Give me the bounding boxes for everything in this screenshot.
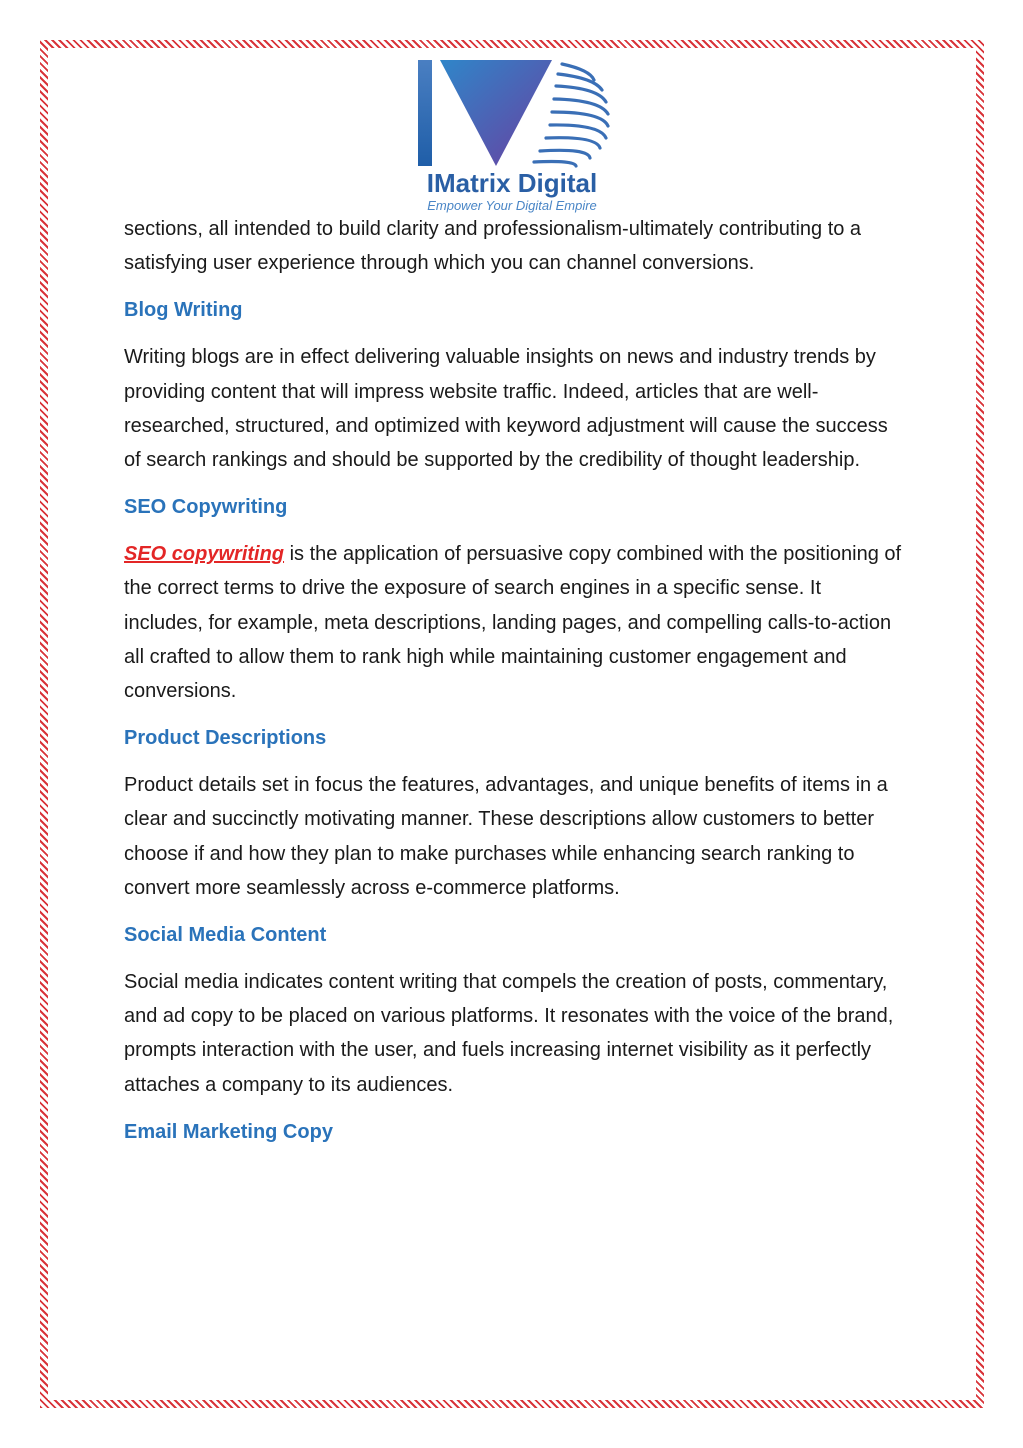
paragraph-seo-copywriting — [124, 537, 904, 708]
paragraph-product-descriptions: Product details set in focus the features, advantages, and unique benefits of items in a clear and succinctly motivating manner. These descriptions allow customers to better choose if and how they plan to make purchases while enhancing search ranking to convert more seamlessly across e-commerce platforms. — [124, 774, 888, 899]
heading-blog-writing: Blog Writing — [124, 299, 243, 322]
paragraph-social-media-content: Social media indicates content writing that compels the creation of posts, commentary, and ad copy to be placed on various platforms. It resonates with the voice of the brand, prompts interaction with the user, and fuels increasing internet visibility as it perfectly attaches a company to its audiences. — [124, 971, 894, 1096]
heading-seo-copywriting: SEO Copywriting — [124, 496, 288, 519]
paragraph-blog-writing: Writing blogs are in effect delivering valuable insights on news and industry trends by providing content that will impress website traffic. Indeed, articles that are well-researched, structured, and optimized with keyword adjustment will cause the success of search rankings and should be supported by the credibility of thought leadership. — [124, 346, 888, 472]
seo-copywriting-body: is the application of persuasive copy combined with the positioning of the correct terms to drive the exposure of search engines in a specific sense. It includes, for example, meta descriptions, landing pages, and compelling calls-to-action all crafted to allow them to rank high while maintaining customer engagement and conversions. — [124, 543, 902, 703]
imatrix-logo-icon — [412, 56, 612, 216]
intro-paragraph: sections, all intended to build clarity and professionalism-ultimately contributing to a satisfying user experience through which you can channel conversions. — [124, 218, 862, 275]
heading-email-marketing-copy: Email Marketing Copy — [124, 1120, 333, 1143]
brand-tagline: Empower Your Digital Empire — [427, 198, 597, 213]
seo-copywriting-link[interactable]: SEO copywriting — [124, 543, 285, 566]
brand-name: IMatrix Digital — [426, 168, 598, 198]
document-body — [124, 212, 904, 1162]
heading-product-descriptions: Product Descriptions — [124, 727, 327, 750]
heading-social-media-content: Social Media Content — [124, 924, 327, 947]
brand-logo — [412, 56, 612, 216]
